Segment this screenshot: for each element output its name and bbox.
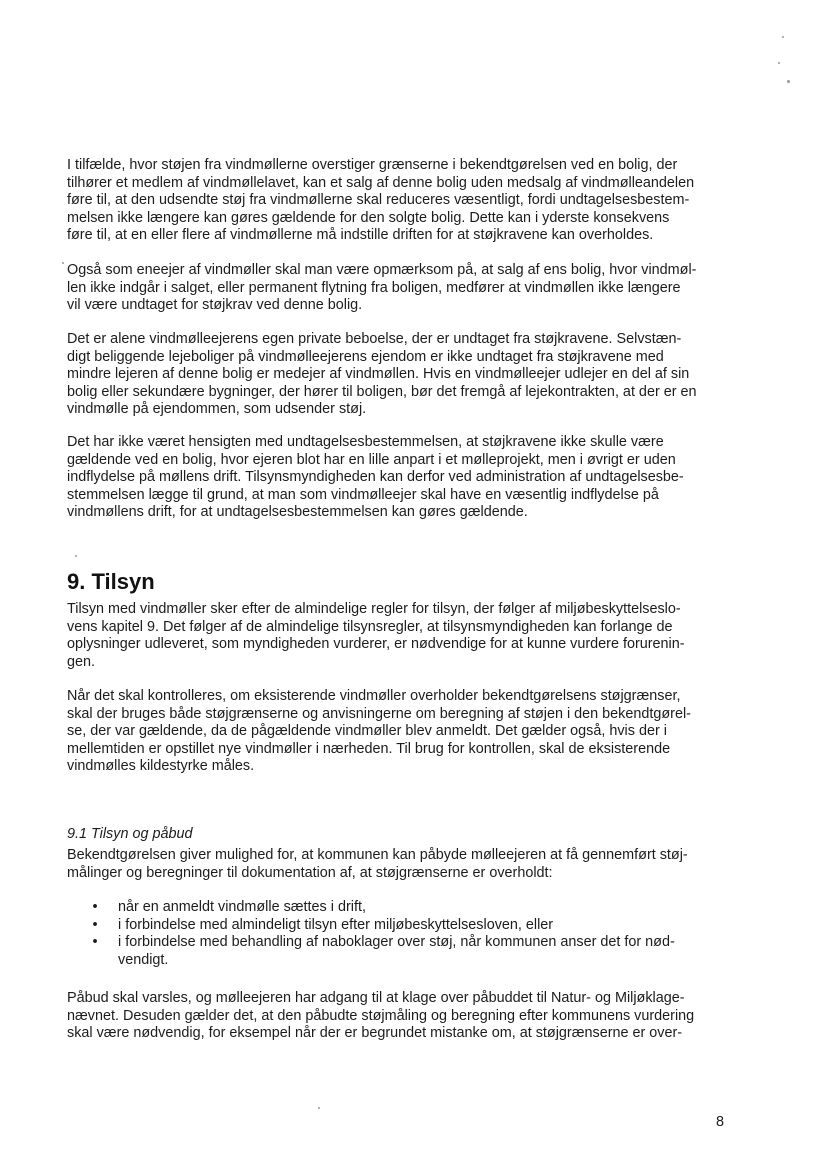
scan-speck (778, 62, 780, 64)
scan-speck (782, 36, 784, 38)
list-item (90, 934, 730, 969)
paragraph-5 (67, 601, 747, 671)
text-line: Påbud skal varsles, og mølleejeren har adgang til at klage over påbuddet til Natur- og Miljøklage- (67, 990, 685, 1006)
text-line: Bekendtgørelsen giver mulighed for, at kommunen kan påbyde mølleejeren at få gennemført støj- (67, 847, 688, 863)
text-line: mellemtiden er opstillet nye vindmøller i nærheden. Til brug for kontrollen, skal de eksisterende (67, 740, 671, 757)
text-line: nævnet. Desuden gælder det, at den påbudte støjmåling og beregning efter kommunens vurdering (67, 1007, 695, 1024)
text-line: skal være nødvendig, for eksempel når der er begrundet mistanke om, at støjgrænserne er over- (67, 1025, 683, 1042)
text-line: Tilsyn med vindmøller sker efter de almindelige regler for tilsyn, der følger af miljøbeskyttelseslo- (67, 601, 681, 617)
text-line: se, der var gældende, da de pågældende vindmøller blev anmeldt. Det gælder også, hvis der i (67, 723, 667, 740)
scan-speck (75, 555, 77, 557)
text-line: føre til, at den udsendte støj fra vindmøllerne skal reduceres væsentligt, fordi undtagelsesbestem- (67, 192, 690, 209)
paragraph-7 (67, 847, 747, 882)
section-heading: 9. Tilsyn (67, 569, 155, 594)
text-line: vindmølle på ejendommen, som udsender støj. (67, 401, 367, 418)
list-item (90, 917, 730, 935)
text-line: oplysninger udleveret, som myndigheden vurderer, er nødvendige for at kunne vurdere forurenin- (67, 636, 685, 653)
bullet-icon: • (92, 916, 98, 933)
text-line: vil være undtaget for støjkrav ved denne bolig. (67, 297, 363, 314)
text-line: digt beliggende lejeboliger på vindmølleejerens ejendom er ikke undtaget fra støjkravene med (67, 348, 664, 365)
text-line: Det har ikke været hensigten med undtagelsesbestemmelsen, at støjkravene ikke skulle være (67, 434, 664, 450)
bullet-list (90, 899, 730, 969)
text-line: skal der bruges både støjgrænserne og anvisningerne om beregning af støjen i den bekendtgørel- (67, 705, 691, 722)
text-line: len ikke indgår i salget, eller permanent flytning fra boligen, medfører at vindmøllen ikke længere (67, 279, 681, 296)
bullet-icon: • (92, 899, 98, 915)
text-line: Det er alene vindmølleejerens egen private beboelse, der er undtaget fra støjkravene. Selvstæn- (67, 331, 682, 347)
text-line: bolig eller sekundære bygninger, der hører til boligen, bør det fremgå af lejekontrakten, at der er en (67, 383, 697, 400)
text-line: stemmelsen lægge til grund, at man som vindmølleejer skal have en væsentlig indflydelse på (67, 486, 659, 503)
list-item-text: vendigt. (118, 951, 169, 968)
subsection-heading: 9.1 Tilsyn og påbud (67, 826, 193, 842)
text-line: gen. (67, 653, 96, 670)
paragraph-4 (67, 434, 747, 522)
paragraph-6 (67, 688, 747, 776)
list-item (90, 899, 730, 917)
text-line: målinger og beregninger til dokumentation af, at støjgrænserne er overholdt: (67, 864, 553, 881)
page-number: 8 (716, 1114, 725, 1130)
text-line: Også som eneejer af vindmøller skal man være opmærksom på, at salg af ens bolig, hvor vindmøl- (67, 262, 697, 278)
text-line: mindre lejeren af denne bolig er medejer af vindmøllen. Hvis en vindmølleejer udlejer en del af sin (67, 366, 690, 383)
scan-speck (318, 1107, 320, 1109)
paragraph-2 (67, 262, 747, 315)
paragraph-1 (67, 157, 747, 245)
text-line: Når det skal kontrolleres, om eksisterende vindmøller overholder bekendtgørelsens støjgrænser, (67, 688, 681, 704)
text-line: indflydelse på møllens drift. Tilsynsmyndigheden kan derfor ved administration af undtagelsesbe- (67, 469, 684, 486)
bullet-icon: • (92, 934, 98, 951)
text-line: I tilfælde, hvor støjen fra vindmøllerne overstiger grænserne i bekendtgørelsen ved en bolig, der (67, 157, 678, 173)
scan-speck (787, 80, 790, 83)
list-item-text: i forbindelse med behandling af naboklager over støj, når kommunen anser det for nød- (118, 934, 675, 951)
list-item-text: i forbindelse med almindeligt tilsyn efter miljøbeskyttelsesloven, eller (118, 916, 554, 933)
text-line: gældende ved en bolig, hvor ejeren blot har en lille anpart i et mølleprojekt, men i øvrigt er uden (67, 451, 676, 468)
list-item-text: når en anmeldt vindmølle sættes i drift, (118, 899, 366, 915)
text-line: tilhører et medlem af vindmøllelavet, kan et salg af denne bolig uden medsalg af vindmølleandelen (67, 174, 695, 191)
text-line: vindmølles kildestyrke måles. (67, 758, 255, 775)
text-line: vens kapitel 9. Det følger af de almindelige tilsynsregler, at tilsynsmyndigheden kan forlange de (67, 618, 673, 635)
paragraph-8 (67, 990, 747, 1043)
paragraph-3 (67, 331, 747, 419)
text-line: melsen ikke længere kan gøres gældende for den solgte bolig. Dette kan i yderste konsekvens (67, 209, 670, 226)
text-line: føre til, at en eller flere af vindmøllerne må indstille driften for at støjkravene kan overholdes. (67, 227, 654, 244)
scan-speck (62, 262, 64, 264)
text-line: vindmøllens drift, for at undtagelsesbestemmelsen kan gøres gældende. (67, 504, 528, 521)
